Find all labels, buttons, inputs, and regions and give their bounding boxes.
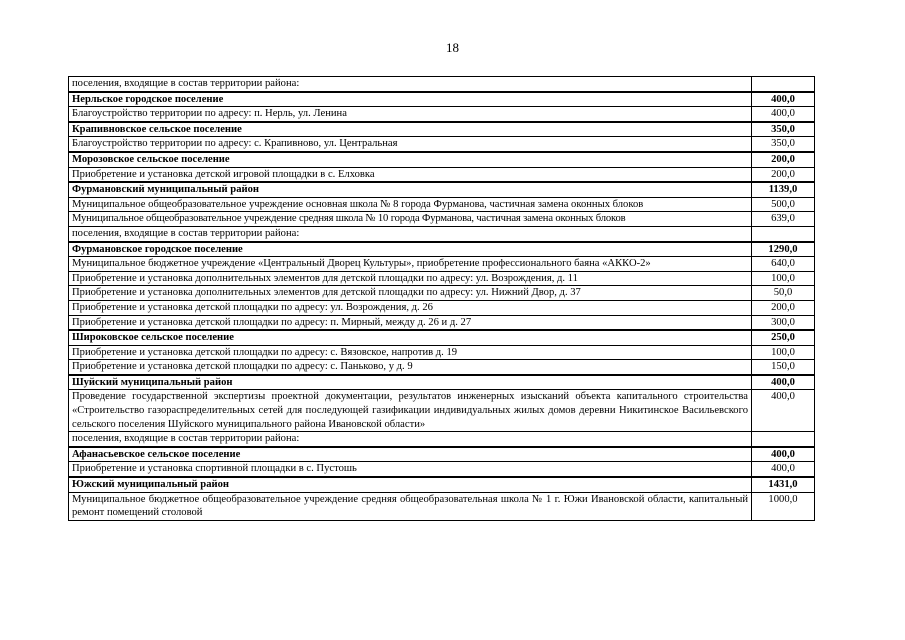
row-amount: 150,0 xyxy=(752,360,815,375)
table-row xyxy=(69,375,815,390)
budget-table xyxy=(68,76,815,521)
table-row xyxy=(69,330,815,345)
row-amount: 400,0 xyxy=(752,107,815,122)
table-row xyxy=(69,137,815,152)
row-description: Фурмановское городское поселение xyxy=(69,242,752,257)
row-amount: 350,0 xyxy=(752,137,815,152)
row-description: Приобретение и установка дополнительных элементов для детской площадки по адресу: ул. Возрождения, д. 11 xyxy=(69,271,752,286)
row-description: Благоустройство территории по адресу: с. Крапивново, ул. Центральная xyxy=(69,137,752,152)
table-row xyxy=(69,432,815,447)
row-amount: 200,0 xyxy=(752,167,815,182)
row-amount: 350,0 xyxy=(752,122,815,137)
row-amount xyxy=(752,432,815,447)
row-description: поселения, входящие в состав территории района: xyxy=(69,226,752,241)
row-amount: 50,0 xyxy=(752,286,815,301)
table-row xyxy=(69,286,815,301)
table-row xyxy=(69,122,815,137)
row-amount: 400,0 xyxy=(752,92,815,107)
row-description: Приобретение и установка дополнительных элементов для детской площадки по адресу: ул. Нижний Двор, д. 37 xyxy=(69,286,752,301)
table-row xyxy=(69,300,815,315)
row-amount: 200,0 xyxy=(752,152,815,167)
row-description: Благоустройство территории по адресу: п. Нерль, ул. Ленина xyxy=(69,107,752,122)
row-description: Приобретение и установка спортивной площадки в с. Пустошь xyxy=(69,462,752,477)
table-row xyxy=(69,271,815,286)
table-row xyxy=(69,360,815,375)
row-description: поселения, входящие в состав территории района: xyxy=(69,77,752,92)
table-row xyxy=(69,242,815,257)
row-amount: 400,0 xyxy=(752,375,815,390)
row-description: Крапивновское сельское поселение xyxy=(69,122,752,137)
row-amount xyxy=(752,226,815,241)
row-description: Широковское сельское поселение xyxy=(69,330,752,345)
row-amount: 300,0 xyxy=(752,315,815,330)
table-row xyxy=(69,477,815,492)
row-amount: 1431,0 xyxy=(752,477,815,492)
row-amount: 1290,0 xyxy=(752,242,815,257)
row-description: Морозовское сельское поселение xyxy=(69,152,752,167)
table-row xyxy=(69,167,815,182)
table-row xyxy=(69,492,815,520)
table-row xyxy=(69,182,815,197)
row-description: Муниципальное бюджетное учреждение «Центральный Дворец Культуры», приобретение профессионального баяна «АККО-2» xyxy=(69,257,752,272)
row-amount: 400,0 xyxy=(752,447,815,462)
table-row xyxy=(69,212,815,227)
row-description: Приобретение и установка детской площадки по адресу: п. Мирный, между д. 26 и д. 27 xyxy=(69,315,752,330)
row-description: Муниципальное общеобразовательное учреждение средняя школа № 10 города Фурманова, частичная замена оконных блоков xyxy=(69,212,752,227)
row-description: Муниципальное бюджетное общеобразовательное учреждение средняя общеобразовательная школа № 1 г. Южи Ивановской области, капитальный ремонт помещений столовой xyxy=(69,492,752,520)
row-amount: 100,0 xyxy=(752,271,815,286)
row-description: Приобретение и установка детской игровой площадки в с. Елховка xyxy=(69,167,752,182)
row-amount: 250,0 xyxy=(752,330,815,345)
table-row xyxy=(69,345,815,360)
row-description: поселения, входящие в состав территории района: xyxy=(69,432,752,447)
row-description: Афанасьевское сельское поселение xyxy=(69,447,752,462)
row-description: Шуйский муниципальный район xyxy=(69,375,752,390)
row-amount: 400,0 xyxy=(752,462,815,477)
page-number: 18 xyxy=(446,40,459,55)
row-description: Южский муниципальный район xyxy=(69,477,752,492)
row-description: Приобретение и установка детской площадки по адресу: с. Вязовское, напротив д. 19 xyxy=(69,345,752,360)
table-row xyxy=(69,107,815,122)
row-description: Нерльское городское поселение xyxy=(69,92,752,107)
table-row xyxy=(69,447,815,462)
budget-table-body xyxy=(69,77,815,521)
row-description: Проведение государственной экспертизы проектной документации, результатов инженерных изысканий объекта капитального строительства «Строительство газораспределительных сетей для последующей газификации индивидуальных жилых домов деревни Никитинское Васильевского сельского поселения Шуйского муниципального района Ивановской области» xyxy=(69,390,752,432)
row-amount: 200,0 xyxy=(752,300,815,315)
row-amount: 1139,0 xyxy=(752,182,815,197)
table-row xyxy=(69,197,815,212)
table-row xyxy=(69,390,815,432)
row-description: Муниципальное общеобразовательное учреждение основная школа № 8 города Фурманова, частичная замена оконных блоков xyxy=(69,197,752,212)
row-description: Приобретение и установка детской площадки по адресу: ул. Возрождения, д. 26 xyxy=(69,300,752,315)
row-amount: 639,0 xyxy=(752,212,815,227)
row-amount xyxy=(752,77,815,92)
table-row xyxy=(69,77,815,92)
row-amount: 400,0 xyxy=(752,390,815,432)
table-row xyxy=(69,152,815,167)
table-row xyxy=(69,226,815,241)
table-row xyxy=(69,315,815,330)
row-amount: 640,0 xyxy=(752,257,815,272)
table-row xyxy=(69,462,815,477)
row-description: Приобретение и установка детской площадки по адресу: с. Паньково, у д. 9 xyxy=(69,360,752,375)
table-row xyxy=(69,257,815,272)
row-description: Фурмановский муниципальный район xyxy=(69,182,752,197)
row-amount: 1000,0 xyxy=(752,492,815,520)
row-amount: 500,0 xyxy=(752,197,815,212)
row-amount: 100,0 xyxy=(752,345,815,360)
table-row xyxy=(69,92,815,107)
